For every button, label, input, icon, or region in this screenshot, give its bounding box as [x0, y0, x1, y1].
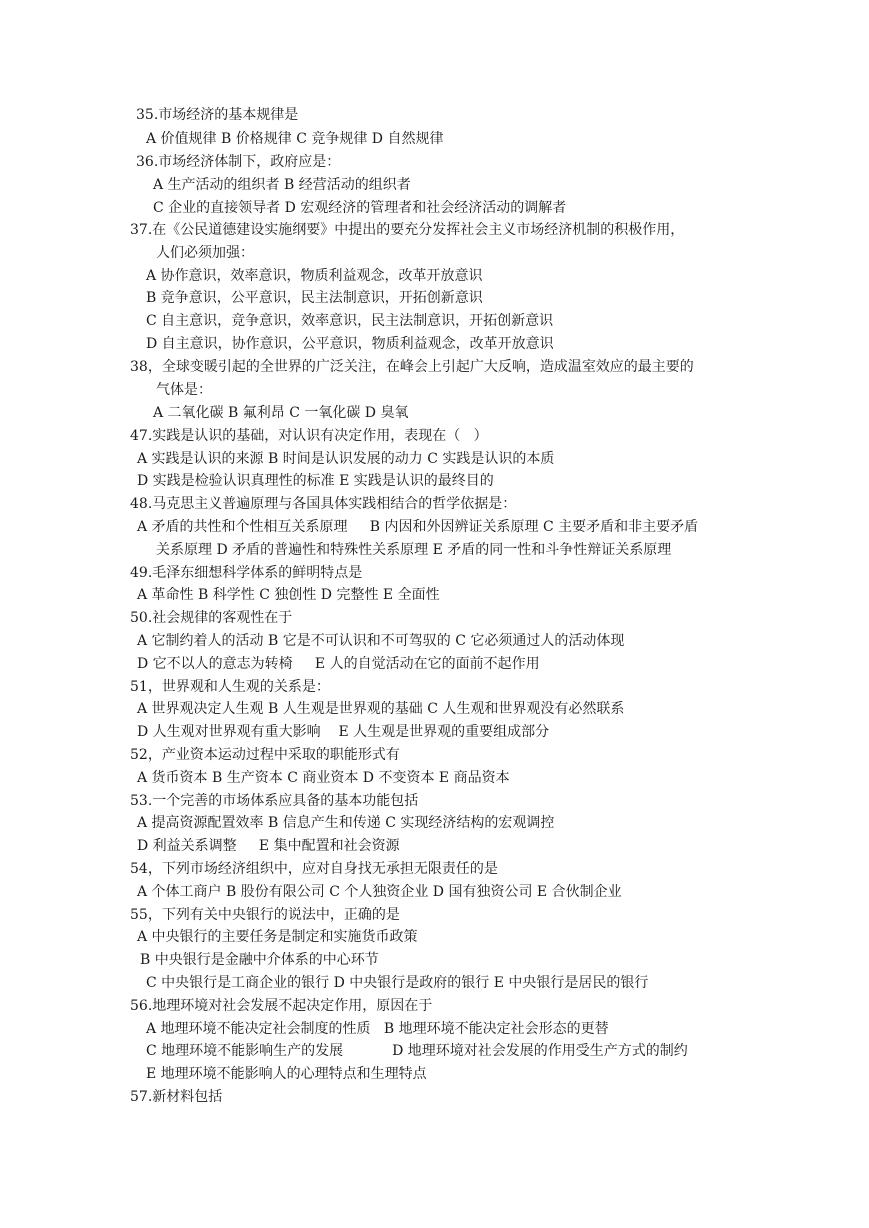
question-50-options-abc: A 它制约着人的活动 B 它是不可认识和不可驾驭的 C 它必须通过人的活动体现	[137, 633, 625, 649]
question-37-option-d: D 自主意识，协作意识，公平意识，物质利益观念，改革开放意识	[146, 336, 554, 352]
question-36-options-cd: C 企业的直接领导者 D 宏观经济的管理者和社会经济活动的调解者	[153, 200, 567, 216]
question-56: 56.地理环境对社会发展不起决定作用，原因在于	[130, 998, 433, 1014]
question-54-options: A 个体工商户 B 股份有限公司 C 个人独资企业 D 国有独资公司 E 合伙制企业	[137, 884, 622, 900]
question-55-option-b: B 中央银行是金融中介体系的中心环节	[140, 952, 379, 968]
question-37-cont: 人们必须加强：	[156, 245, 254, 261]
question-52-options: A 货币资本 B 生产资本 C 商业资本 D 不变资本 E 商品资本	[137, 770, 510, 786]
question-37: 37.在《公民道德建设实施纲要》中提出的要充分发挥社会主义市场经济机制的积极作用，	[130, 222, 685, 238]
question-51-options-abc: A 世界观决定人生观 B 人生观是世界观的基础 C 人生观和世界观没有必然联系	[137, 701, 625, 717]
question-47-options-abc: A 实践是认识的来源 B 时间是认识发展的动力 C 实践是认识的本质	[137, 451, 555, 467]
question-56-options-cd: C 地理环境不能影响生产的发展 D 地理环境对社会发展的作用受生产方式的制约	[146, 1043, 688, 1059]
question-49: 49.毛泽东细想科学体系的鲜明特点是	[130, 565, 363, 581]
question-47: 47.实践是认识的基础，对认识有决定作用，表现在（ ）	[130, 428, 488, 444]
question-48-options-abc: A 矛盾的共性和个性相互关系原理 B 内因和外因辨证关系原理 C 主要矛盾和非主要矛盾	[137, 519, 699, 535]
question-51-options-de: D 人生观对世界观有重大影响 E 人生观是世界观的重要组成部分	[137, 724, 550, 740]
question-54: 54，下列市场经济组织中，应对自身找无承担无限责任的是	[130, 861, 498, 877]
question-53-options-de: D 利益关系调整 E 集中配置和社会资源	[137, 838, 400, 854]
question-49-options: A 革命性 B 科学性 C 独创性 D 完整性 E 全面性	[137, 587, 440, 603]
question-38-options: A 二氧化碳 B 氟利昂 C 一氧化碳 D 臭氧	[153, 405, 409, 421]
question-36: 36.市场经济体制下，政府应是：	[136, 154, 341, 170]
question-37-option-b: B 竞争意识，公平意识，民主法制意识，开拓创新意识	[146, 290, 483, 306]
question-36-options-ab: A 生产活动的组织者 B 经营活动的组织者	[153, 177, 411, 193]
question-57: 57.新材料包括	[130, 1089, 223, 1105]
question-48-options-cde: 关系原理 D 矛盾的普遍性和特殊性关系原理 E 矛盾的同一性和斗争性辩证关系原理	[156, 542, 672, 558]
question-38-cont: 气体是：	[156, 382, 212, 398]
question-52: 52，产业资本运动过程中采取的职能形式有	[130, 747, 400, 763]
question-35: 35.市场经济的基本规律是	[136, 107, 299, 123]
question-55: 55，下列有关中央银行的说法中，正确的是	[130, 907, 400, 923]
question-50: 50.社会规律的客观性在于	[130, 610, 293, 626]
question-35-options: A 价值规律 B 价格规律 C 竞争规律 D 自然规律	[146, 131, 444, 147]
question-53-options-abc: A 提高资源配置效率 B 信息产生和传递 C 实现经济结构的宏观调控	[137, 815, 555, 831]
question-51: 51，世界观和人生观的关系是：	[130, 679, 330, 695]
question-48: 48.马克思主义普遍原理与各国具体实践相结合的哲学依据是：	[130, 496, 517, 512]
question-56-options-ab: A 地理环境不能决定社会制度的性质 B 地理环境不能决定社会形态的更替	[146, 1021, 609, 1037]
question-53: 53.一个完善的市场体系应具备的基本功能包括	[130, 793, 419, 809]
question-56-option-e: E 地理环境不能影响人的心理特点和生理特点	[146, 1066, 427, 1082]
question-37-option-c: C 自主意识，竞争意识，效率意识，民主法制意识，开拓创新意识	[146, 313, 554, 329]
question-37-option-a: A 协作意识，效率意识，物质利益观念，改革开放意识	[146, 268, 483, 284]
question-55-options-cde: C 中央银行是工商企业的银行 D 中央银行是政府的银行 E 中央银行是居民的银行	[146, 975, 649, 991]
question-55-option-a: A 中央银行的主要任务是制定和实施货币政策	[137, 929, 418, 945]
question-50-options-de: D 它不以人的意志为转椅 E 人的自觉活动在它的面前不起作用	[137, 656, 540, 672]
question-47-options-de: D 实践是检验认识真理性的标准 E 实践是认识的最终目的	[137, 473, 494, 489]
question-38: 38，全球变暖引起的全世界的广泛关注，在峰会上引起广大反响，造成温室效应的最主要的	[130, 359, 694, 375]
